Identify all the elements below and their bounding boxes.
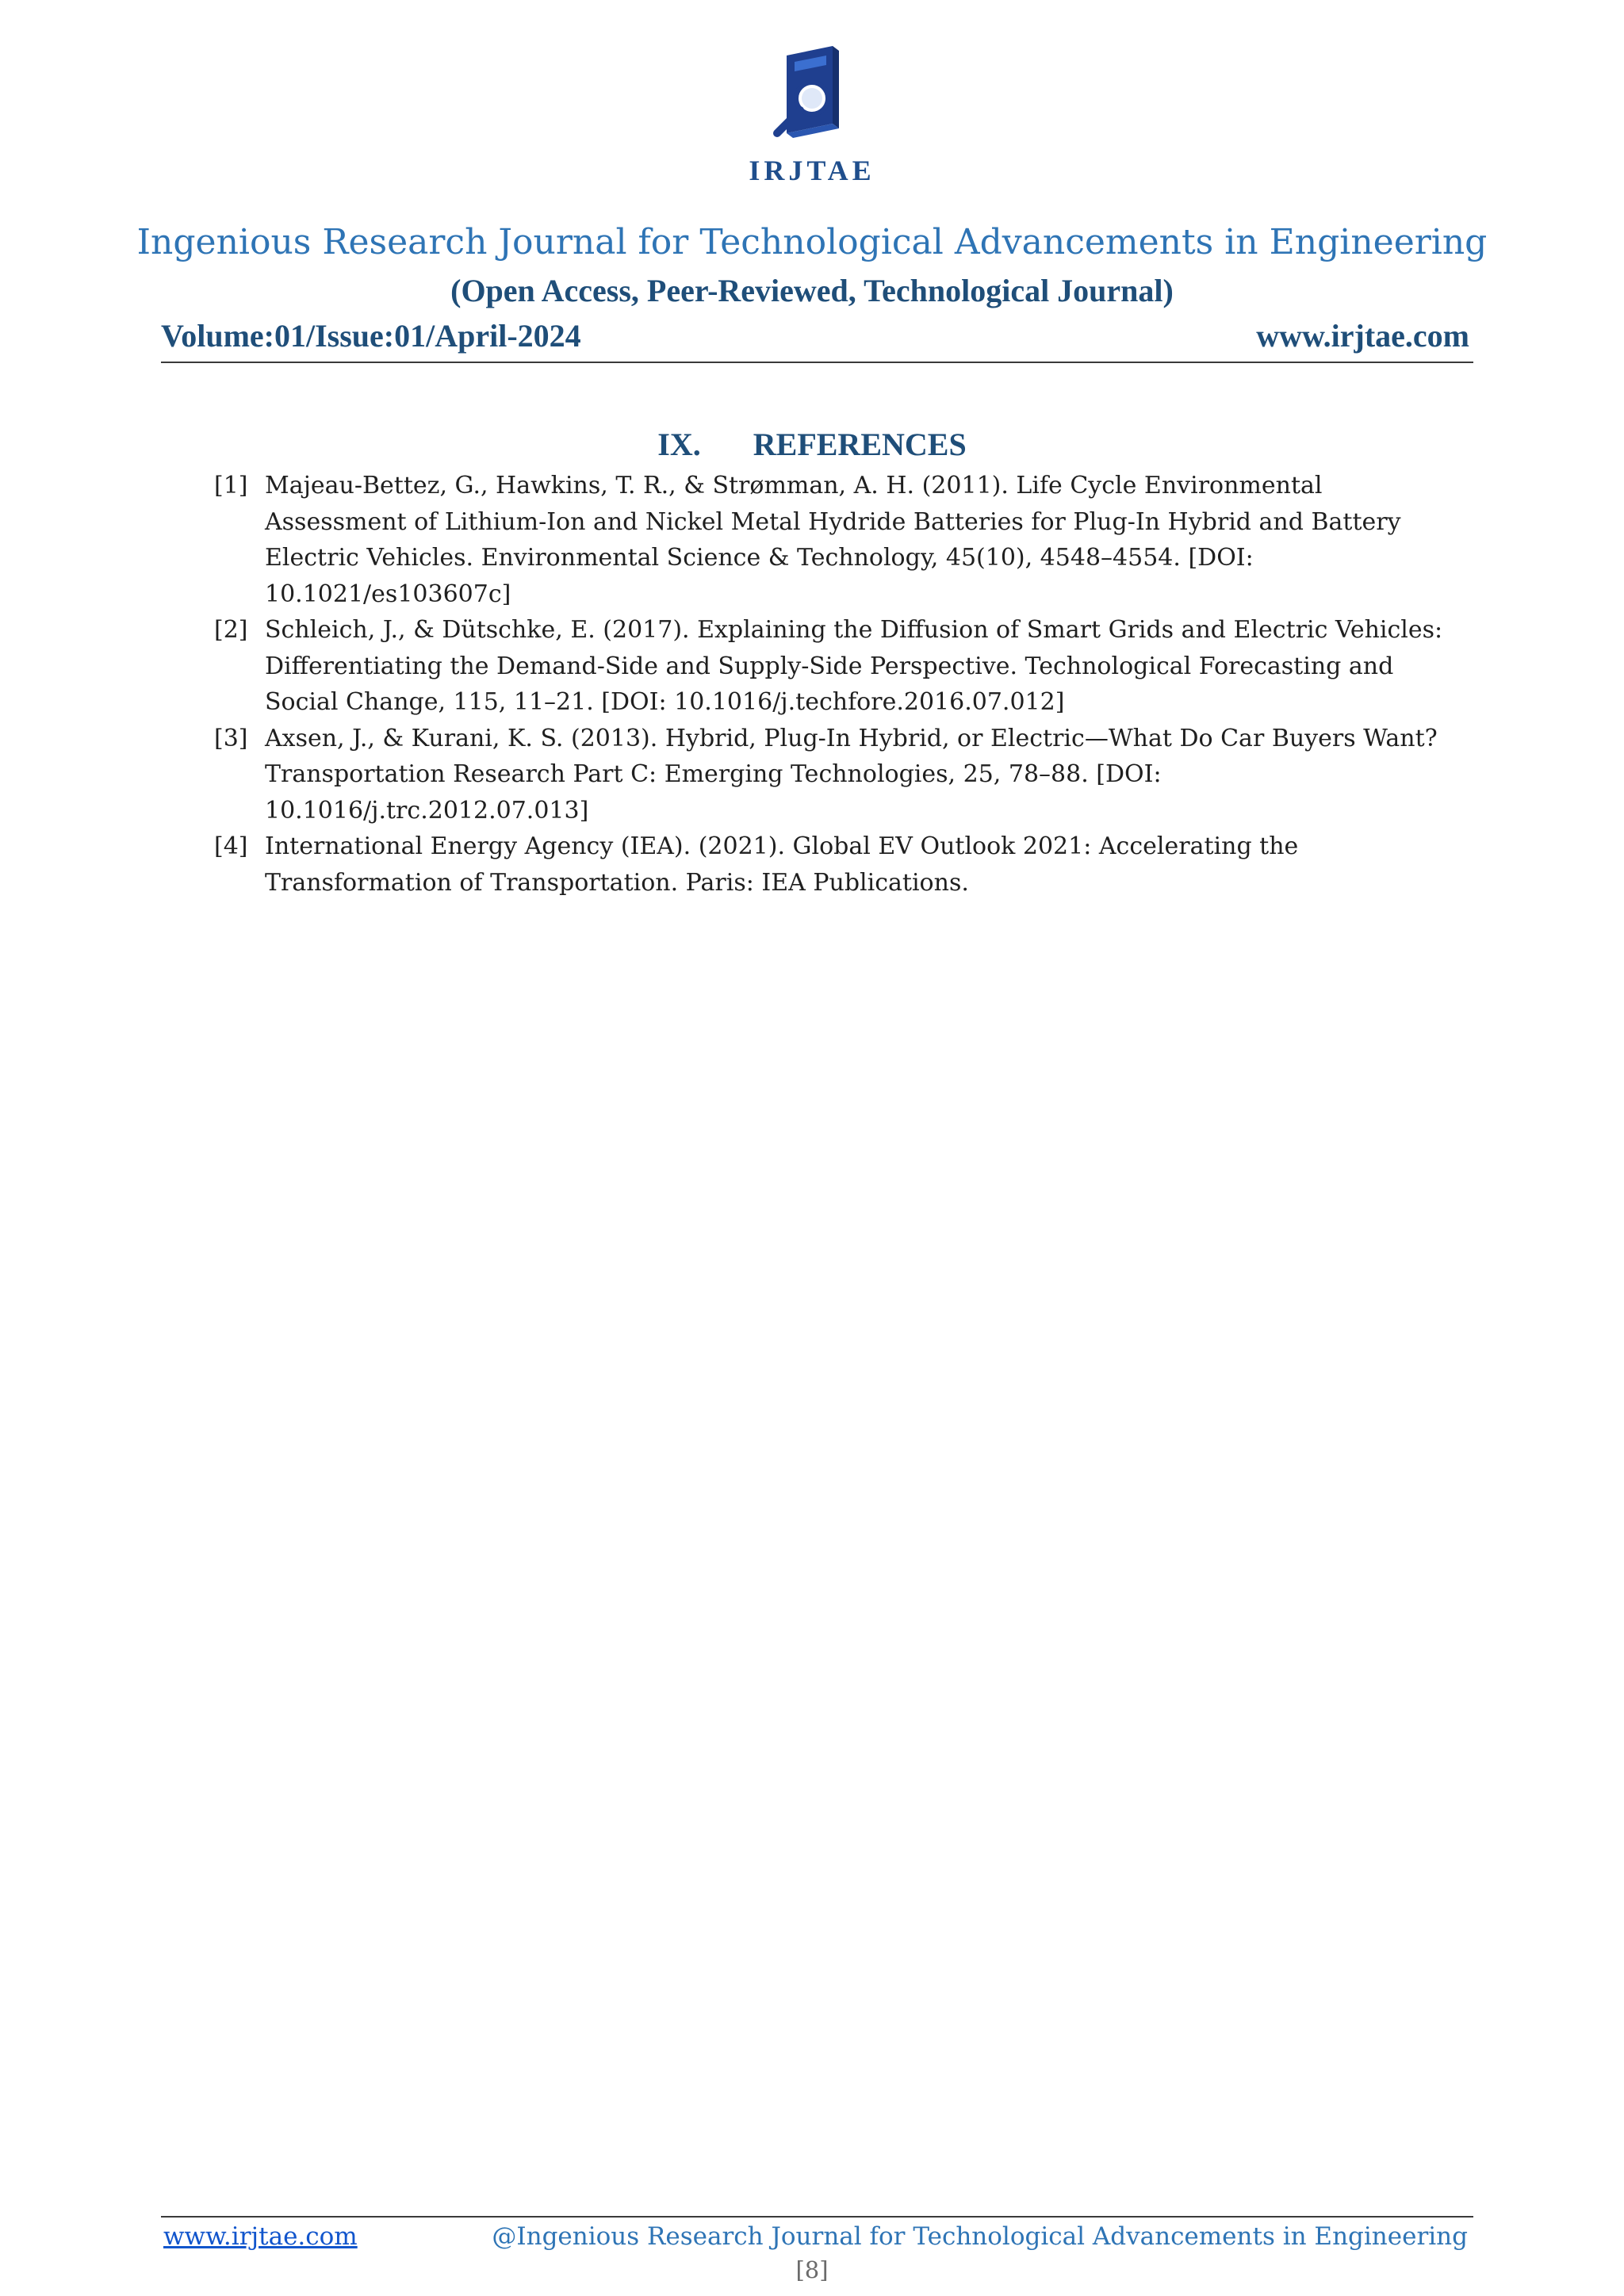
section-heading (0, 426, 1624, 463)
section-number: IX. (657, 427, 701, 462)
footer-copyright: @Ingenious Research Journal for Technological Advancements in Engineering (492, 2222, 1468, 2251)
footer-divider (161, 2216, 1473, 2218)
reference-text: Majeau-Bettez, G., Hawkins, T. R., & Strømman, A. H. (2011). Life Cycle Environmental Assessment of Lithium-Ion and Nickel Metal Hydride Batteries for Plug-In Hybrid and Battery Electric Vehicles. Environmental Science & Technology, 45(10), 4548–4554. [DOI: 10.1021/es103607c] (265, 472, 1401, 608)
footer-website-link[interactable]: www.irjtae.com (163, 2222, 358, 2251)
journal-subtitle: (Open Access, Peer-Reviewed, Technological Journal) (450, 273, 1174, 308)
header-divider (161, 362, 1473, 363)
logo-text: IRJTAE (749, 155, 875, 186)
reference-text: Axsen, J., & Kurani, K. S. (2013). Hybrid, Plug-In Hybrid, or Electric—What Do Car Buyers Want? Transportation Research Part C: Emerging Technologies, 25, 78–88. [DOI: 10.1016/j.trc.2012.07.013] (265, 724, 1438, 825)
reference-item (214, 612, 1459, 721)
book-magnifier-icon (756, 41, 868, 152)
volume-issue: Volume:01/Issue:01/April-2024 (161, 318, 581, 354)
header-website[interactable]: www.irjtae.com (1256, 318, 1469, 354)
reference-text: Schleich, J., & Dütschke, E. (2017). Explaining the Diffusion of Smart Grids and Electric Vehicles: Differentiating the Demand-Side and Supply-Side Perspective. Technological Forecasting and Social Change, 115, 11–21. [DOI: 10.1016/j.techfore.2016.07.012] (265, 616, 1443, 716)
reference-item (214, 828, 1459, 901)
reference-number: [4] (214, 832, 248, 860)
reference-text: International Energy Agency (IEA). (2021). Global EV Outlook 2021: Accelerating the Transformation of Transportation. Paris: IEA Publications. (265, 832, 1299, 897)
reference-item (214, 721, 1459, 829)
journal-title: Ingenious Research Journal for Technological Advancements in Engineering (136, 222, 1488, 262)
reference-number: [2] (214, 616, 248, 644)
journal-logo (749, 41, 875, 189)
reference-number: [3] (214, 724, 248, 752)
section-title: REFERENCES (753, 427, 967, 462)
reference-number: [1] (214, 472, 248, 499)
page-number: [8] (795, 2256, 829, 2283)
reference-item (214, 468, 1459, 612)
reference-list (214, 468, 1459, 901)
